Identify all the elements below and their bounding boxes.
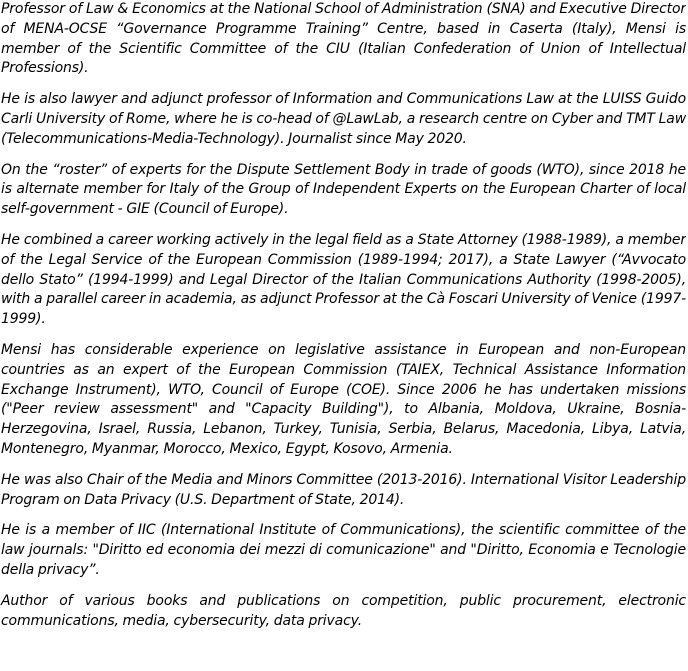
bio-paragraph-3: On the “roster” of experts for the Dispute Settlement Body in trade of goods (WTO), since 2018 he is alternate member for Italy of the Group of Independent Experts on the European Charter of local self-government - GIE (Council of Europe). — [1, 161, 686, 218]
bio-paragraph-5: Mensi has considerable experience on legislative assistance in European and non-European countries as an expert of the European Commission (TAIEX, Technical Assistance Information Exchange Instrument), WTO, Council of Europe (COE). Since 2006 he has undertaken missions ("Peer review assessment" and "Capacity Building"), to Albania, Moldova, Ukraine, Bosnia-Herzegovina, Israel, Russia, Lebanon, Turkey, Tunisia, Serbia, Belarus, Macedonia, Libya, Latvia, Montenegro, Myanmar, Morocco, Mexico, Egypt, Kosovo, Armenia. — [1, 341, 686, 457]
bio-paragraph-2: He is also lawyer and adjunct professor of Information and Communications Law at the LUISS Guido Carli University of Rome, where he is co-head of @LawLab, a research centre on Cyber and TMT Law (Telecommunications-Media-Technology). Journalist since May 2020. — [1, 91, 686, 147]
bio-paragraph-1: Professor of Law & Economics at the National School of Administration (SNA) and Executive Director of MENA-OCSE “Governance Programme Training” Centre, based in Caserta (Italy), Mensi is member of the Scientific Committee of the CIU (Italian Confederation of Union of Intellectual Professions). — [1, 1, 686, 77]
bio-paragraph-4: He combined a career working actively in the legal field as a State Attorney (1988-1989), a member of the Legal Service of the European Commission (1989-1994; 2017), a State Lawyer (“Avvocato dello Stato” (1994-1999) and Legal Director of the Italian Communications Authority (1998-2005), with a parallel career in academia, as adjunct Professor at the Cà Foscari University of Venice (1997-1999). — [1, 231, 686, 328]
bio-paragraph-8: Author of various books and publications on competition, public procurement, electronic communications, media, cybersecurity, data privacy. — [1, 592, 686, 629]
bio-paragraph-6: He was also Chair of the Media and Minors Committee (2013-2016). International Visitor Leadership Program on Data Privacy (U.S. Department of State, 2014). — [1, 471, 686, 508]
bio-paragraph-7: He is a member of IIC (International Institute of Communications), the scientific committee of the law journals: "Diritto ed economia dei mezzi di comunicazione" and "Diritto, Economia e Tecnologie della privacy”. — [1, 522, 686, 578]
